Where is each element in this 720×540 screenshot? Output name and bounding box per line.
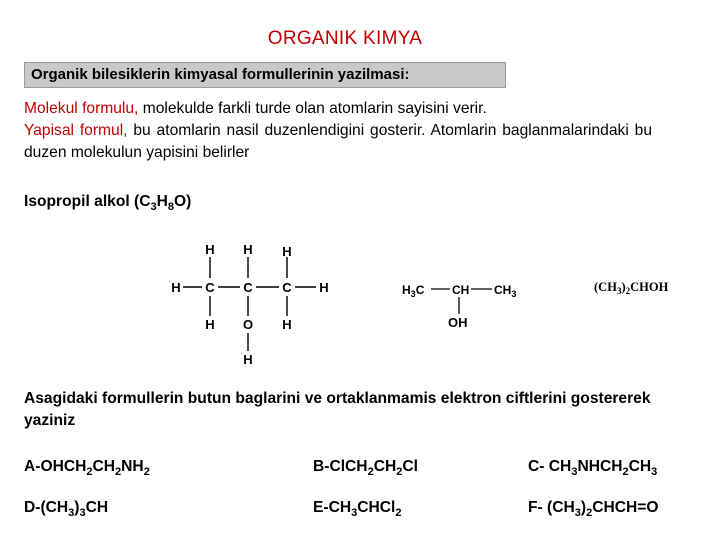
question-text: Asagidaki formullerin butun baglarini ve ortaklanmamis elektron ciftlerini gostererek yaziniz (24, 390, 651, 429)
text-structural-formula: bu atomlarin nasil duzenlendigini gosterir. Atomlarin baglanmalarindaki bu duzen molekulun yapisini belirler (24, 122, 652, 161)
text-molecular-formula: molekulde farkli turde olan atomlarin sayisini verir. (138, 100, 487, 117)
full-structural-formula (160, 236, 340, 376)
isopropyl-heading: Isopropil alkol $(C_3H_8O)$ (24, 193, 192, 213)
formula-b: $B-ClCH_2CH_2Cl$ (313, 458, 418, 478)
atom-h-oh: H (243, 352, 253, 367)
compact-formula (590, 274, 700, 306)
condensed-right-group: $CH_3$ (494, 283, 517, 299)
atom-h-left: H (171, 280, 181, 295)
term-molecular-formula: Molekul formulu, (24, 100, 139, 117)
formula-e: $E-CH_3CHCl_2$ (313, 499, 402, 519)
formula-a: $A-OHCH_2CH_2NH_2$ (24, 458, 150, 478)
condensed-center-group: CH (452, 283, 470, 297)
atom-h-top-2: H (243, 242, 253, 257)
definition-paragraph (24, 98, 652, 164)
atom-h-bottom-3: H (282, 317, 292, 332)
formula-f: F- $(CH_3)_2CHCH=O$ (528, 499, 659, 519)
formula-c: C- $CH_3NHCH_2CH_3$ (528, 458, 658, 478)
condensed-left-group: $H_3C$ (402, 283, 425, 299)
subtitle-box: Organik bilesiklerin kimyasal formullerinin yazilmasi: (24, 62, 506, 88)
condensed-oh-group: OH (448, 315, 468, 330)
atom-c-3: C (282, 280, 292, 295)
atom-o: O (242, 317, 254, 332)
page-title: ORGANIK KIMYA (267, 28, 423, 49)
atom-h-top-3: H (282, 244, 292, 259)
compact-formula-text: $(CH_3)_2CHOH$ (594, 280, 669, 296)
atom-h-top-1: H (205, 242, 215, 257)
formula-d: $D-(CH_3)_3CH$ (24, 499, 109, 519)
atom-h-bottom-1: H (205, 317, 215, 332)
atom-h-right: H (319, 280, 329, 295)
term-structural-formula: Yapisal formul, (24, 122, 128, 139)
atom-c-1: C (205, 280, 215, 295)
condensed-structural-formula (398, 272, 528, 336)
atom-c-2: C (243, 280, 253, 295)
